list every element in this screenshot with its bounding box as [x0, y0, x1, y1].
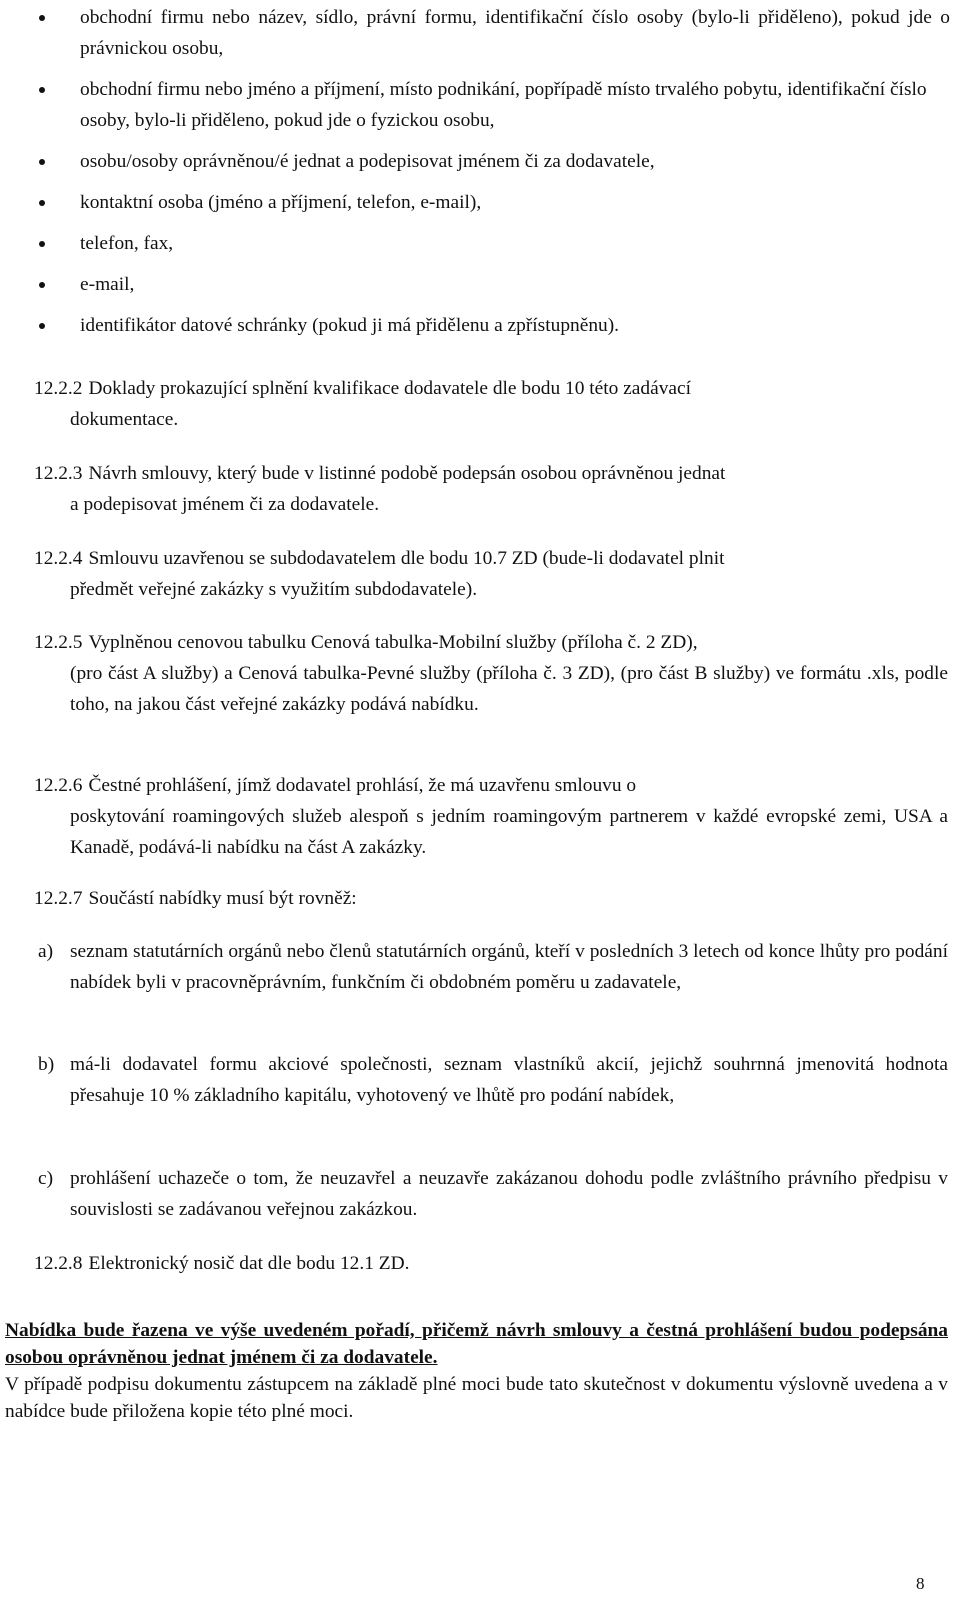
clause-12-2-4	[34, 543, 948, 605]
clause-12-2-5	[34, 627, 948, 720]
letter-label: c)	[38, 1168, 54, 1189]
clause-text-continued: a podepisovat jménem či za dodavatele.	[70, 494, 380, 515]
list-item	[0, 146, 960, 177]
list-item	[0, 228, 960, 259]
bullet-icon	[39, 200, 45, 206]
order-notice: Nabídka bude řazena ve výše uvedeném pořadí, přičemž návrh smlouvy a čestná prohlášení budou podepsána osobou oprávněnou jednat jménem či za dodavatele.	[5, 1320, 948, 1368]
clause-number: 12.2.2	[34, 378, 83, 399]
bullet-icon	[39, 159, 45, 165]
bullet-icon	[39, 87, 45, 93]
list-item-text: osobu/osoby oprávněnou/é jednat a podepisovat jménem či za dodavatele,	[80, 151, 655, 172]
clause-12-2-3	[34, 458, 948, 520]
clause-text-continued: předmět veřejné zakázky s využitím subdodavatele).	[70, 579, 478, 600]
list-item	[0, 269, 960, 300]
clause-text: Čestné prohlášení, jímž dodavatel prohlásí, že má uzavřenu smlouvu o	[88, 775, 637, 796]
letter-item-a	[38, 936, 948, 998]
clause-12-2-2	[34, 373, 948, 435]
bullet-list	[0, 2, 960, 341]
list-item-text: kontaktní osoba (jméno a příjmení, telefon, e-mail),	[80, 192, 482, 213]
letter-text: seznam statutárních orgánů nebo členů statutárních orgánů, kteří v posledních 3 letech od konce lhůty pro podání nabídek byli v pracovněprávním, funkčním či obdobném poměru u zadavatele,	[70, 941, 948, 993]
clause-text-continued: dokumentace.	[70, 409, 179, 430]
clause-text: Součástí nabídky musí být rovněž:	[88, 888, 357, 909]
clause-text-continued: poskytování roamingových služeb alespoň s jedním roamingovým partnerem v každé evropské zemi, USA a Kanadě, podává-li nabídku na část A zakázky.	[70, 806, 948, 858]
bullet-icon	[39, 323, 45, 329]
clause-text: Vyplněnou cenovou tabulku Cenová tabulka-Mobilní služby (příloha č. 2 ZD),	[88, 632, 698, 653]
clause-number: 12.2.5	[34, 632, 83, 653]
letter-label: b)	[38, 1054, 55, 1075]
list-item-text: telefon, fax,	[80, 233, 174, 254]
list-item	[0, 310, 960, 341]
power-of-attorney-note: V případě podpisu dokumentu zástupcem na základě plné moci bude tato skutečnost v dokumentu výslovně uvedena a v nabídce bude přiložena kopie této plné moci.	[5, 1374, 948, 1422]
letter-item-b	[38, 1049, 948, 1111]
clause-text: Smlouvu uzavřenou se subdodavatelem dle bodu 10.7 ZD (bude-li dodavatel plnit	[88, 548, 725, 569]
clause-text: Elektronický nosič dat dle bodu 12.1 ZD.	[88, 1253, 410, 1274]
letter-text: prohlášení uchazeče o tom, že neuzavřel a neuzavře zakázanou dohodu podle zvláštního právního předpisu v souvislosti se zadávanou veřejnou zakázkou.	[70, 1168, 948, 1220]
letter-item-c	[38, 1163, 948, 1225]
list-item	[0, 74, 960, 136]
list-item-text: obchodní firmu nebo jméno a příjmení, místo podnikání, popřípadě místo trvalého pobytu, identifikační číslo osoby, bylo-li přiděleno, pokud jde o fyzickou osobu,	[80, 79, 927, 131]
clause-12-2-6	[34, 770, 948, 863]
list-item-text: e-mail,	[80, 274, 135, 295]
clause-text: Doklady prokazující splnění kvalifikace dodavatele dle bodu 10 této zadávací	[88, 378, 691, 399]
clause-text-continued: (pro část A služby) a Cenová tabulka-Pevné služby (příloha č. 3 ZD), (pro část B služby) ve formátu .xls, podle toho, na jakou část veřejné zakázky podává nabídku.	[70, 663, 948, 715]
bullet-icon	[39, 15, 45, 21]
list-item-text: identifikátor datové schránky (pokud ji má přidělenu a zpřístupněnu).	[80, 315, 620, 336]
clause-text: Návrh smlouvy, který bude v listinné podobě podepsán osobou oprávněnou jednat	[88, 463, 726, 484]
bullet-icon	[39, 282, 45, 288]
letter-text: má-li dodavatel formu akciové společnosti, seznam vlastníků akcií, jejichž souhrnná jmenovitá hodnota přesahuje 10 % základního kapitálu, vyhotovený ve lhůtě pro podání nabídek,	[70, 1054, 948, 1106]
clause-number: 12.2.7	[34, 888, 83, 909]
clause-12-2-8	[34, 1248, 948, 1279]
clause-number: 12.2.3	[34, 463, 83, 484]
page-number: 8	[916, 1574, 925, 1593]
list-item	[0, 2, 960, 64]
list-item-text: obchodní firmu nebo název, sídlo, právní formu, identifikační číslo osoby (bylo-li přiděleno), pokud jde o právnickou osobu,	[80, 7, 950, 59]
clause-number: 12.2.8	[34, 1253, 83, 1274]
list-item	[0, 187, 960, 218]
clause-number: 12.2.4	[34, 548, 83, 569]
bullet-icon	[39, 241, 45, 247]
letter-label: a)	[38, 941, 54, 962]
clause-number: 12.2.6	[34, 775, 83, 796]
clause-12-2-7	[34, 883, 948, 914]
